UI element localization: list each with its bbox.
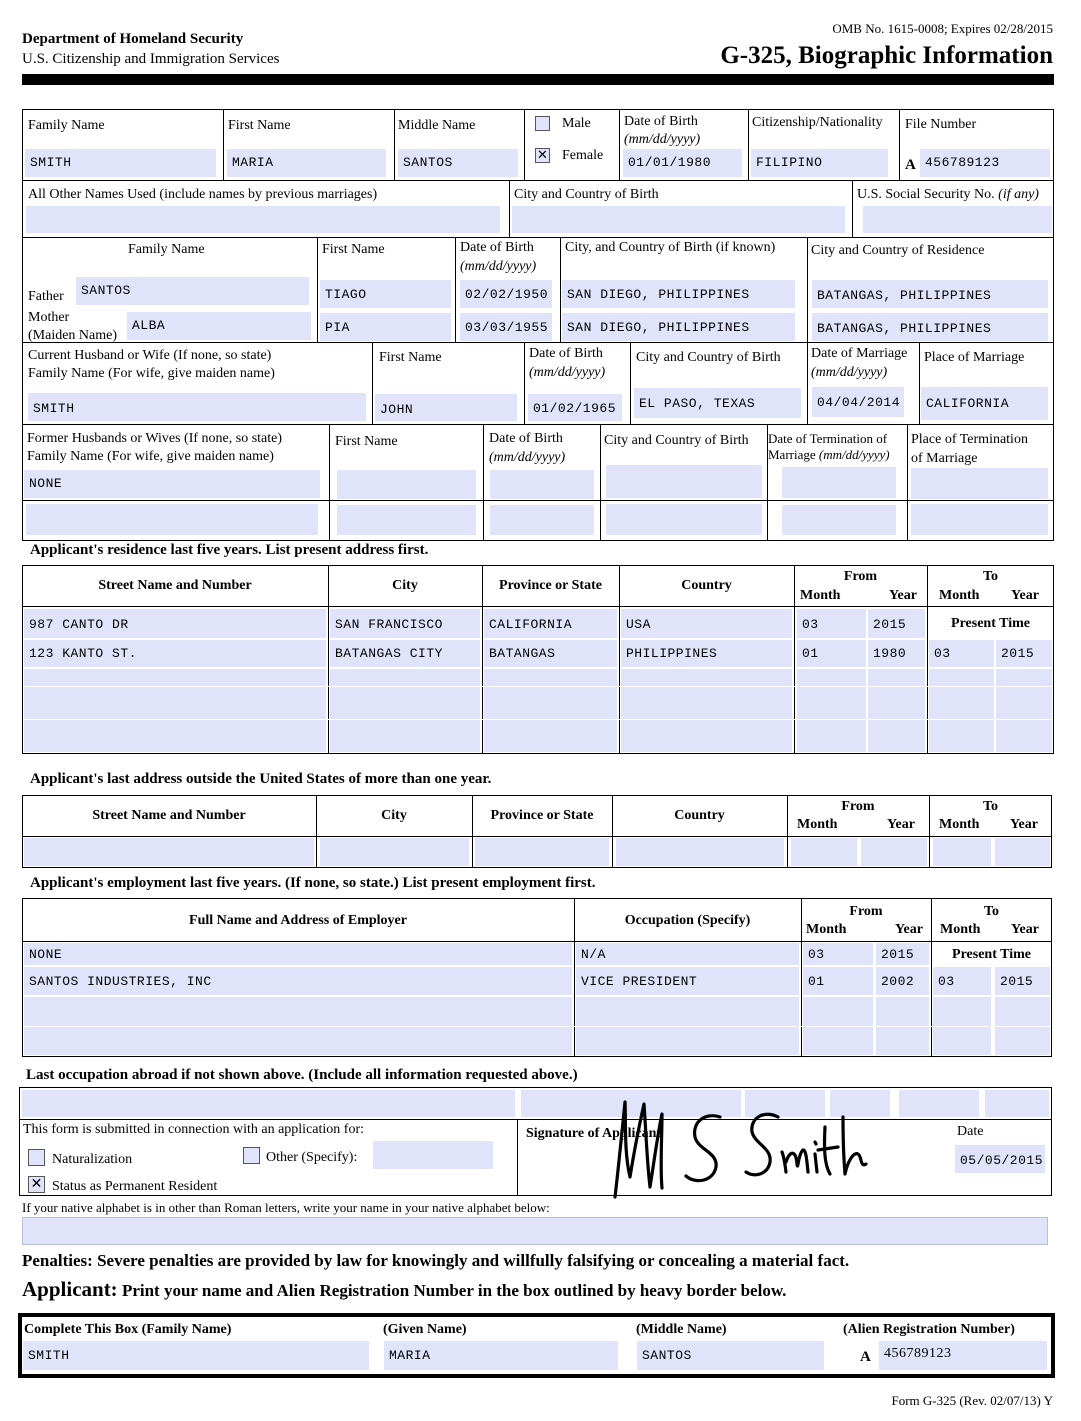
signature-label: Signature of Applicant [526,1126,662,1141]
res-row1-from-month[interactable]: 03 [797,609,866,638]
abroad-from-header: From [841,799,875,814]
native-alphabet-label: If your native alphabet is in other than Roman letters, write your name in your native alphabet below: [22,1200,550,1215]
other-specify-field[interactable] [373,1141,493,1169]
parent-family-name-label: Family Name [128,242,205,257]
res-row2-state[interactable]: BATANGAS [484,640,617,667]
emp-row2-to-month[interactable]: 03 [933,967,991,995]
header-rule [22,74,1054,85]
family-name-label: Family Name [28,118,105,133]
dob-field[interactable]: 01/01/1980 [623,149,742,177]
former-first-field-2[interactable] [337,505,476,535]
res-present-time: Present Time [951,616,1030,631]
emp-row1-from-year[interactable]: 2015 [876,943,929,965]
res-row2-street[interactable]: 123 KANTO ST. [24,640,326,667]
signature-date-field[interactable]: 05/05/2015 [955,1145,1045,1173]
emp-row1-from-month[interactable]: 03 [803,943,873,965]
mother-birth-field[interactable]: SAN DIEGO, PHILIPPINES [562,313,795,341]
pot-field-2[interactable] [911,504,1048,535]
emp-row1-occupation[interactable]: N/A [576,943,799,965]
birth-city-field[interactable] [512,206,845,233]
omb-number: OMB No. 1615-0008; Expires 02/28/2015 [832,21,1053,36]
permanent-resident-checkbox[interactable]: ✕ [28,1176,45,1193]
dot-label-2: Marriage (mm/dd/yyyy) [768,447,890,462]
emp-present-time: Present Time [952,947,1031,962]
complete-family-field[interactable]: SMITH [23,1341,369,1370]
abroad-from-month-field[interactable] [791,838,857,866]
other-names-field[interactable] [26,206,500,233]
complete-middle-field[interactable]: SANTOS [637,1341,824,1370]
res-to-header: To [982,569,999,584]
former-first-field-1[interactable] [337,470,476,499]
res-row2-country[interactable]: PHILIPPINES [621,640,792,667]
emp-to-month-header: Month [940,922,981,937]
file-number-prefix: A [905,157,916,173]
abroad-from-year-header: Year [887,817,915,832]
res-to-month-header: Month [939,588,980,603]
former-birth-field-2[interactable] [606,504,762,535]
res-to-year-header: Year [1011,588,1039,603]
form-revision: Form G-325 (Rev. 02/07/13) Y [891,1393,1053,1408]
res-row1-city[interactable]: SAN FRANCISCO [330,609,480,638]
dom-format: (mm/dd/yyyy) [811,365,888,380]
birth-city-label: City and Country of Birth [514,187,659,202]
mother-first-field[interactable]: PIA [320,313,451,341]
res-from-header: From [843,569,878,584]
res-empty-city[interactable] [330,669,480,752]
res-row2-to-year[interactable]: 2015 [996,640,1052,667]
signature-date-label: Date [957,1124,984,1139]
applicant-instruction: Applicant: Print your name and Alien Registration Number in the box outlined by heavy border below. [22,1277,787,1301]
employment-section-title: Applicant's employment last five years. (If none, so state.) List present employment first. [30,875,596,891]
res-state-header: Province or State [499,578,602,593]
res-row1-street[interactable]: 987 CANTO DR [24,609,326,638]
spouse-birth-label: City and Country of Birth [636,350,781,365]
middle-name-label: Middle Name [398,118,476,133]
dot-field-1[interactable] [782,467,896,498]
female-label: Female [562,148,604,163]
complete-given-field[interactable]: MARIA [384,1341,618,1370]
first-name-field[interactable]: MARIA [227,149,386,177]
abroad-city-header: City [381,808,407,823]
emp-row2-occupation[interactable]: VICE PRESIDENT [576,967,799,995]
abroad-section-title: Applicant's last address outside the United States of more than one year. [30,771,492,787]
emp-occupation-header: Occupation (Specify) [624,913,751,928]
res-empty-from-year[interactable] [868,669,925,752]
other-specify-label: Other (Specify): [266,1150,358,1165]
res-row2-city[interactable]: BATANGAS CITY [330,640,480,667]
father-residence-field[interactable]: BATANGAS, PHILIPPINES [812,280,1048,308]
former-first-label: First Name [335,434,398,449]
last-occ-employer-field[interactable] [22,1090,515,1117]
complete-alien-field[interactable]: 456789123 [879,1341,1047,1370]
res-row2-from-month[interactable]: 01 [797,640,866,667]
file-number-field[interactable]: 456789123 [920,149,1050,177]
parent-first-name-label: First Name [322,242,385,257]
father-first-field[interactable]: TIAGO [320,280,451,308]
abroad-from-year-field[interactable] [861,838,927,866]
former-label-1: Former Husbands or Wives (If none, so state) [27,431,283,446]
res-row1-from-year[interactable]: 2015 [868,609,925,638]
spouse-dob-field[interactable]: 01/02/1965 [528,394,622,421]
mother-family-field[interactable]: ALBA [127,312,311,340]
abroad-to-year-field[interactable] [995,838,1050,866]
spouse-label-1: Current Husband or Wife (If none, so state) [28,348,272,363]
dob-label: Date of Birth [624,114,698,129]
pot-label-1: Place of Termination [911,432,1028,447]
emp-from-header: From [849,904,883,919]
abroad-to-year-header: Year [1010,817,1038,832]
form-title: G-325, Biographic Information [720,42,1053,69]
res-street-header: Street Name and Number [98,578,252,593]
last-occupation-title: Last occupation abroad if not shown above. (Include all information requested above.) [26,1067,578,1083]
abroad-country-header: Country [674,808,725,823]
residence-section-title: Applicant's residence last five years. List present address first. [30,542,429,558]
res-row2-from-year[interactable]: 1980 [868,640,925,667]
res-from-year-header: Year [889,588,917,603]
former-label-2: Family Name (For wife, give maiden name) [27,449,274,464]
emp-employer-header: Full Name and Address of Employer [189,913,407,928]
dot-label-1: Date of Termination of [768,431,888,446]
ssn-field[interactable] [863,206,1052,233]
ssn-label: U.S. Social Security No. (if any) [857,187,1039,202]
pom-field[interactable]: CALIFORNIA [921,387,1048,420]
naturalization-checkbox[interactable] [28,1149,45,1166]
mother-residence-field[interactable]: BATANGAS, PHILIPPINES [812,313,1048,341]
father-dob-field[interactable]: 02/02/1950 [460,280,552,308]
dot-field-2[interactable] [782,505,896,535]
abroad-country-field[interactable] [616,838,784,866]
abroad-street-header: Street Name and Number [92,808,246,823]
parent-birth-label: City, and Country of Birth (if known) [565,240,776,255]
res-empty-to-month[interactable] [929,669,994,752]
emp-from-year-header: Year [895,922,923,937]
abroad-to-month-header: Month [939,817,980,832]
spouse-first-label: First Name [379,350,442,365]
res-city-header: City [392,578,418,593]
father-birth-field[interactable]: SAN DIEGO, PHILIPPINES [562,280,795,308]
dom-label: Date of Marriage [811,346,908,361]
spouse-dob-label: Date of Birth [529,346,603,361]
subagency-name: U.S. Citizenship and Immigration Services [22,51,280,67]
former-dob-label: Date of Birth [489,431,563,446]
complete-middle-label: (Middle Name) [636,1322,727,1337]
abroad-state-field[interactable] [475,838,609,866]
complete-family-label: Complete This Box (Family Name) [24,1322,232,1337]
permanent-resident-label: Status as Permanent Resident [52,1179,218,1194]
penalties-text: Penalties: Severe penalties are provided by law for knowingly and willfully falsifying or concealing a material fact. [22,1251,850,1270]
parent-dob-format: (mm/dd/yyyy) [460,259,537,274]
spouse-family-field[interactable]: SMITH [28,393,366,421]
pot-field-1[interactable] [911,468,1048,499]
emp-to-header: To [983,904,1000,919]
res-empty-state[interactable] [484,669,617,752]
mother-dob-field[interactable]: 03/03/1955 [460,313,552,341]
male-checkbox[interactable] [535,116,550,131]
parent-residence-label: City and Country of Residence [811,243,985,258]
abroad-city-field[interactable] [320,838,469,866]
former-family-field-2[interactable] [26,504,318,535]
last-occ-to-month-field[interactable] [899,1090,979,1117]
spouse-first-field[interactable]: JOHN [375,394,517,421]
maiden-name-label: (Maiden Name) [28,328,118,343]
abroad-to-month-field[interactable] [933,838,991,866]
mother-label: Mother [28,310,70,325]
res-row1-state[interactable]: CALIFORNIA [484,609,617,638]
father-family-field[interactable]: SANTOS [76,277,309,305]
emp-row2-employer[interactable]: SANTOS INDUSTRIES, INC [24,967,572,995]
male-label: Male [562,116,591,131]
first-name-label: First Name [228,118,291,133]
father-label: Father [28,289,64,304]
citizenship-label: Citizenship/Nationality [752,115,883,130]
former-birth-label: City and Country of Birth [604,433,749,448]
spouse-birth-field[interactable]: EL PASO, TEXAS [634,388,801,418]
file-number-label: File Number [905,117,977,132]
citizenship-field[interactable]: FILIPINO [751,149,888,177]
res-from-month-header: Month [800,588,841,603]
res-empty-country[interactable] [621,669,792,752]
former-dob-field-2[interactable] [490,505,594,535]
res-row2-to-month[interactable]: 03 [929,640,994,667]
abroad-state-header: Province or State [490,808,594,823]
former-dob-field-1[interactable] [490,470,594,499]
res-country-header: Country [681,578,732,593]
agency-name: Department of Homeland Security [22,31,244,47]
emp-row2-from-month[interactable]: 01 [803,967,873,995]
res-empty-to-year[interactable] [996,669,1052,752]
submission-intro: This form is submitted in connection with an application for: [23,1122,364,1137]
emp-to-year-header: Year [1011,922,1039,937]
res-empty-street[interactable] [24,669,326,752]
res-empty-from-month[interactable] [797,669,866,752]
former-family-field-1[interactable]: NONE [24,470,320,498]
dob-format: (mm/dd/yyyy) [624,132,701,147]
complete-alien-prefix: A [860,1349,871,1365]
emp-from-month-header: Month [806,922,847,937]
emp-row2-from-year[interactable]: 2002 [876,967,929,995]
emp-row1-employer[interactable]: NONE [24,943,572,965]
complete-alien-label: (Alien Registration Number) [843,1322,1015,1337]
spouse-dob-format: (mm/dd/yyyy) [529,365,606,380]
signature-drawing [600,1092,875,1202]
dom-field[interactable]: 04/04/2014 [812,387,904,417]
pot-label-2: of Marriage [911,451,978,466]
female-checkbox[interactable]: ✕ [535,148,550,163]
former-birth-field-1[interactable] [606,465,762,498]
abroad-from-month-header: Month [797,817,838,832]
native-alphabet-field[interactable] [22,1217,1048,1245]
spouse-label-2: Family Name (For wife, give maiden name) [28,366,275,381]
other-checkbox[interactable] [243,1147,260,1164]
naturalization-label: Naturalization [52,1152,133,1167]
family-name-field[interactable]: SMITH [25,149,216,177]
res-row1-country[interactable]: USA [621,609,792,638]
pom-label: Place of Marriage [924,350,1025,365]
last-occ-to-year-field[interactable] [985,1090,1049,1117]
emp-row2-to-year[interactable]: 2015 [995,967,1050,995]
former-dob-format: (mm/dd/yyyy) [489,450,566,465]
parent-dob-label: Date of Birth [460,240,534,255]
complete-given-label: (Given Name) [383,1322,467,1337]
middle-name-field[interactable]: SANTOS [398,149,518,177]
other-names-label: All Other Names Used (include names by previous marriages) [28,187,378,202]
abroad-to-header: To [982,799,999,814]
abroad-street-field[interactable] [24,838,314,866]
